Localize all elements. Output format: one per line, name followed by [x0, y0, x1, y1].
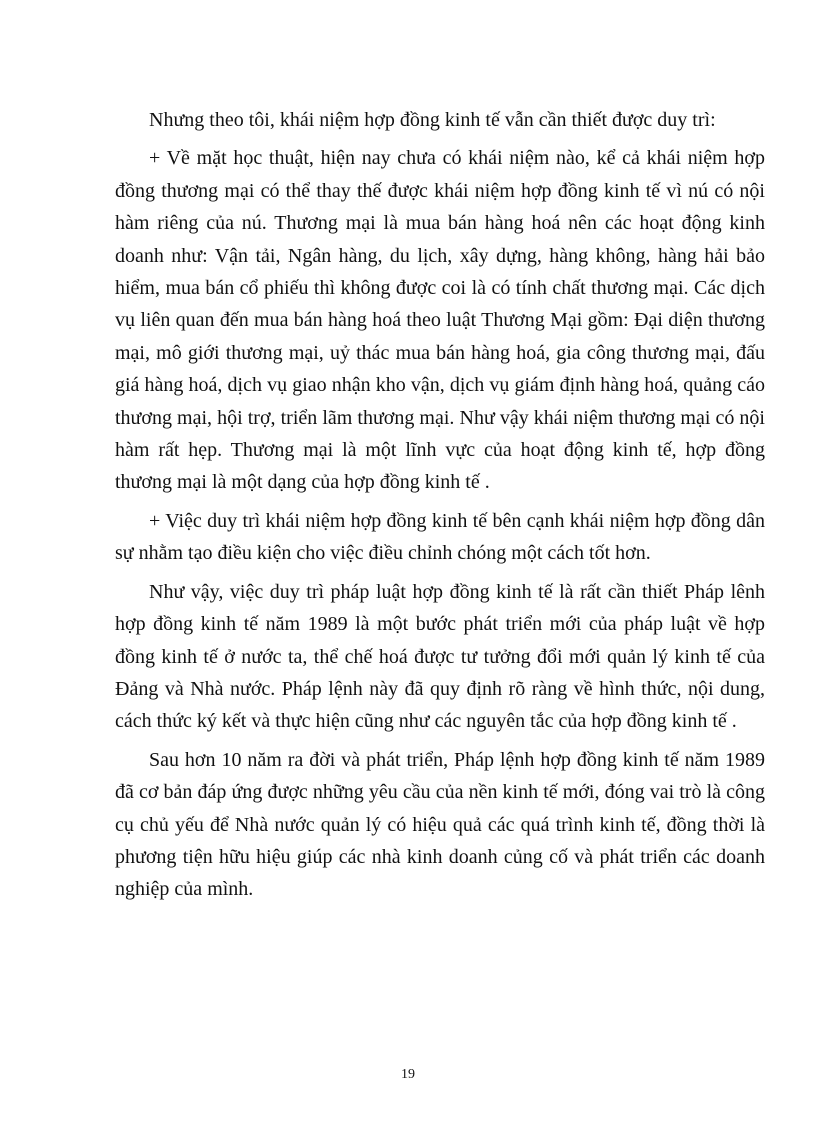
- page-number: 19: [401, 1067, 415, 1082]
- paragraph: Sau hơn 10 năm ra đời và phát triển, Pháp lệnh hợp đồng kinh tế năm 1989 đã cơ bản đáp ứng được những yêu cầu của nền kinh tế mới, đóng vai trò là công cụ chủ yếu để Nhà nước quản lý có hiệu quả các quá trình kinh tế, đồng thời là phương tiện hữu hiệu giúp các nhà kinh doanh củng cố và phát triển các doanh nghiệp của mình.: [115, 748, 765, 901]
- paragraph: Như vậy, việc duy trì pháp luật hợp đồng kinh tế là rất cần thiết Pháp lênh hợp đồng kinh tế năm 1989 là một bước phát triển mới của pháp luật về hợp đồng kinh tế ở nước ta, thể chế hoá được tư tưởng đổi mới quản lý kinh tế của Đảng và Nhà nước. Pháp lệnh này đã quy định rõ ràng về hình thức, nội dung, cách thức ký kết và thực hiện cũng như các nguyên tắc của hợp đồng kinh tế .: [115, 580, 765, 733]
- paragraph: Nhưng theo tôi, khái niệm hợp đồng kinh tế vẫn cần thiết được duy trì:: [149, 109, 716, 131]
- paragraph: + Về mặt học thuật, hiện nay chưa có khái niệm nào, kể cả khái niệm hợp đồng thương mại có thể thay thế được khái niệm hợp đồng kinh tế vì nú có nội hàm riêng của nú. Thương mại là mua bán hàng hoá nên các hoạt động kinh doanh như: Vận tải, Ngân hàng, du lịch, xây dựng, hàng không, hàng hải bảo hiểm, mua bán cổ phiếu thì không được coi là có tính chất thương mại. Các dịch vụ liên quan đến mua bán hàng hoá theo luật Thương Mại gồm: Đại diện thương mại, mô giới thương mại, uỷ thác mua bán hàng hoá, gia công thương mại, đấu giá hàng hoá, dịch vụ giao nhận kho vận, dịch vụ giám định hàng hoá, quảng cáo thương mại, hội trợ, triển lãm thương mại. Như vậy khái niệm thương mại có nội hàm rất hẹp. Thương mại là một lĩnh vực của hoạt động kinh tế, hợp đồng thương mại là một dạng của hợp đồng kinh tế .: [115, 147, 765, 494]
- paragraph: + Việc duy trì khái niệm hợp đồng kinh tế bên cạnh khái niệm hợp đồng dân sự nhằm tạo điều kiện cho việc điều chỉnh chóng một cách tốt hơn.: [115, 509, 765, 565]
- body-text: [115, 104, 765, 912]
